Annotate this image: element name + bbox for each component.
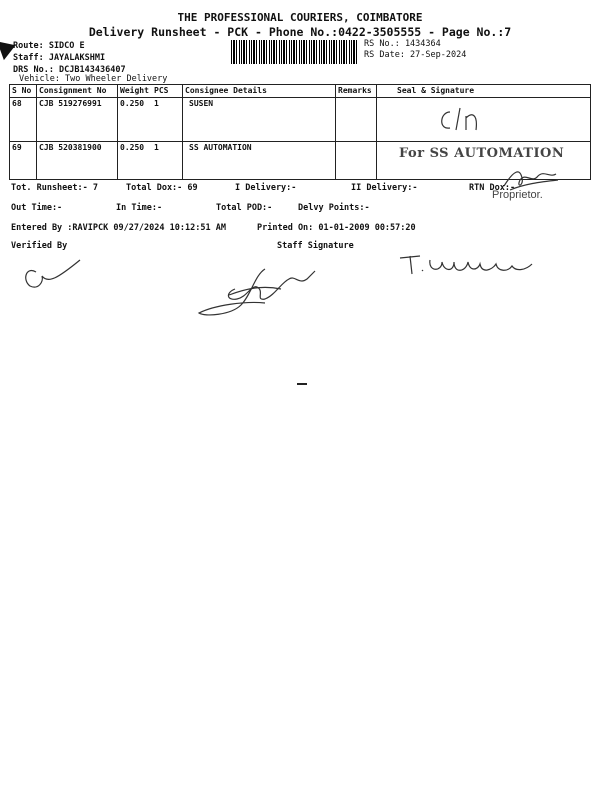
handwritten-staff-name — [398, 250, 538, 284]
col-consignment: Consignment No — [37, 85, 118, 98]
row-consignment: CJB 520381900 — [37, 142, 118, 180]
col-consignee: Consignee Details — [183, 85, 336, 98]
i-delivery: I Delivery:- — [235, 183, 297, 193]
col-weight: Weight — [118, 85, 153, 98]
vehicle-label: Vehicle: Two Wheeler Delivery — [19, 74, 168, 84]
row-pcs: 1 — [152, 142, 183, 180]
rs-number: RS No.: 1434364 — [364, 39, 441, 49]
row-consignee: SUSEN — [183, 98, 336, 142]
staff-signature-label: Staff Signature — [277, 241, 354, 251]
ii-delivery: II Delivery:- — [351, 183, 418, 193]
col-seal: Seal & Signature — [377, 85, 591, 98]
tot-runsheet: Tot. Runsheet:- 7 — [11, 183, 98, 193]
cn-handwriting — [436, 100, 496, 136]
entered-by: Entered By :RAVIPCK 09/27/2024 10:12:51 AM — [11, 223, 226, 233]
col-remarks: Remarks — [336, 85, 377, 98]
rs-date: RS Date: 27-Sep-2024 — [364, 50, 467, 60]
row-sno: 68 — [10, 98, 37, 142]
row-weight: 0.250 — [118, 98, 153, 142]
verified-by-label: Verified By — [11, 241, 68, 251]
table-row — [10, 98, 591, 142]
row-remarks — [336, 98, 377, 142]
route-label: Route: SIDCO E — [13, 41, 85, 51]
row-remarks — [336, 142, 377, 180]
seal-stamp: For SS AUTOMATION — [399, 146, 565, 161]
in-time: In Time:- — [116, 203, 163, 213]
staff-signature — [195, 265, 319, 325]
proprietor-label: Proprietor. — [492, 189, 543, 201]
delvy-points: Delvy Points:- — [298, 203, 370, 213]
row-pcs: 1 — [152, 98, 183, 142]
company-title: THE PROFESSIONAL COURIERS, COIMBATORE — [177, 11, 423, 24]
barcode — [231, 40, 359, 64]
rtn-dox: RTN Dox:- — [469, 183, 516, 193]
out-time: Out Time:- — [11, 203, 63, 213]
runsheet-subtitle: Delivery Runsheet - PCK - Phone No.:0422-3505555 - Page No.:7 — [88, 25, 512, 39]
staff-label: Staff: JAYALAKSHMI — [13, 53, 106, 63]
row-weight: 0.250 — [118, 142, 153, 180]
col-sno: S No — [10, 85, 37, 98]
printed-on: Printed On: 01-01-2009 00:57:20 — [257, 223, 416, 233]
drs-number: DRS No.: DCJB143436407 — [13, 65, 126, 75]
col-pcs: PCS — [152, 85, 183, 98]
stray-mark — [297, 383, 307, 385]
total-pod: Total POD:- — [216, 203, 273, 213]
verified-by-signature — [18, 256, 84, 292]
row-consignment: CJB 519276991 — [37, 98, 118, 142]
total-dox: Total Dox:- 69 — [126, 183, 198, 193]
handwritten-name-signature — [398, 250, 538, 280]
row-sno: 69 — [10, 142, 37, 180]
row-consignee: SS AUTOMATION — [183, 142, 336, 180]
